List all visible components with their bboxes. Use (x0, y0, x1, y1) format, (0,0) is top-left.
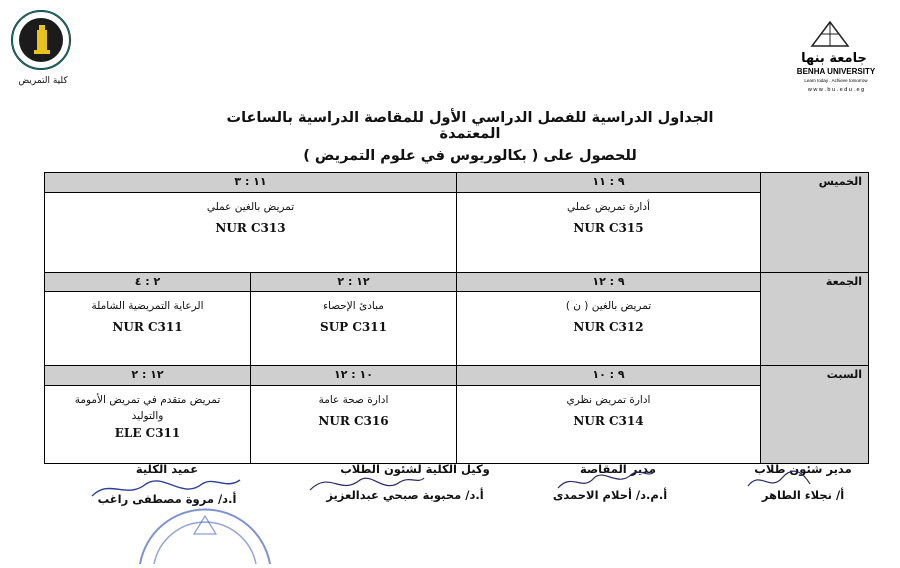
time-slot: ١٠ : ١٢ (251, 366, 457, 386)
signature-role: مدير المقاصة (580, 462, 656, 476)
day-row-saturday (45, 366, 869, 386)
course-code: NUR C314 (573, 413, 644, 428)
course-name: ادارة تمريض نظري (566, 393, 651, 406)
time-slot: ١٢ : ٢ (251, 272, 457, 292)
day-row-friday (45, 272, 869, 292)
official-stamp (130, 470, 280, 564)
university-name-en: BENHA UNIVERSITY (796, 67, 876, 76)
signature-role: وكيل الكلية لشئون الطلاب (340, 462, 490, 476)
time-slot: ٩ : ١١ (457, 173, 761, 193)
nursing-college-logo (10, 8, 72, 78)
signature-role: مدير شئون طلاب (754, 462, 852, 476)
course-cell (457, 292, 761, 366)
document-title: الجداول الدراسية للفصل الدراسي الأول للمقاصة الدراسية بالساعات المعتمدة (226, 110, 714, 142)
university-name-ar: جامعة بنها (801, 51, 867, 66)
benha-university-logo (790, 18, 890, 98)
university-slogan: Learn today . Achieve tomorrow (804, 78, 868, 83)
course-name: مبادئ الإحصاء (323, 300, 384, 313)
signature-role: عميد الكلية (135, 462, 199, 476)
document-subtitle: للحصول على ( بكالوريوس في علوم التمريض ) (303, 148, 637, 164)
day-row-thursday (45, 173, 869, 193)
day-label: السبت (761, 366, 869, 464)
course-code: NUR C316 (318, 413, 389, 428)
signature-name: أ.د/ محبوبة صبحي عبدالعزيز (326, 488, 484, 502)
course-cell (457, 385, 761, 463)
college-caption: كلية التمريض (18, 76, 68, 86)
course-cell (457, 192, 761, 272)
course-cell (45, 192, 457, 272)
signature-name: أ.م.د/ أحلام الاحمدى (552, 488, 668, 502)
course-code: NUR C313 (215, 220, 286, 235)
time-slot: ٩ : ١٢ (457, 272, 761, 292)
signature-name: أ/ نجلاء الطاهر (761, 488, 845, 502)
time-slot: ٢ : ٤ (45, 272, 251, 292)
time-slot: ١١ : ٣ (45, 173, 457, 193)
signature-name: أ.د/ مروة مصطفى راغب (97, 492, 237, 506)
course-code: NUR C315 (573, 220, 644, 235)
course-name: أدارة تمريض عملي (567, 200, 650, 213)
course-cell (251, 385, 457, 463)
course-name: تمريض بالغين عملي (206, 200, 295, 213)
schedule-table (44, 172, 868, 464)
course-name: تمريض بالغين ( ن ) (565, 300, 652, 313)
course-cell (251, 292, 457, 366)
course-code: NUR C312 (573, 320, 644, 335)
course-code: NUR C311 (112, 320, 183, 335)
course-name: الرعاية التمريضية الشاملة (91, 300, 204, 313)
course-name: ادارة صحة عامة (318, 393, 389, 406)
day-label: الجمعة (761, 272, 869, 366)
course-code: SUP C311 (320, 320, 387, 335)
time-slot: ٩ : ١٠ (457, 366, 761, 386)
university-url: w w w . b u . e d u . e g (807, 87, 865, 93)
day-label: الخميس (761, 173, 869, 273)
course-name: تمريض متقدم في تمريض الأمومة والتوليد (74, 393, 221, 422)
course-cell (45, 292, 251, 366)
course-cell (45, 385, 251, 463)
course-code: ELE C311 (114, 425, 181, 440)
time-slot: ١٢ : ٢ (45, 366, 251, 386)
